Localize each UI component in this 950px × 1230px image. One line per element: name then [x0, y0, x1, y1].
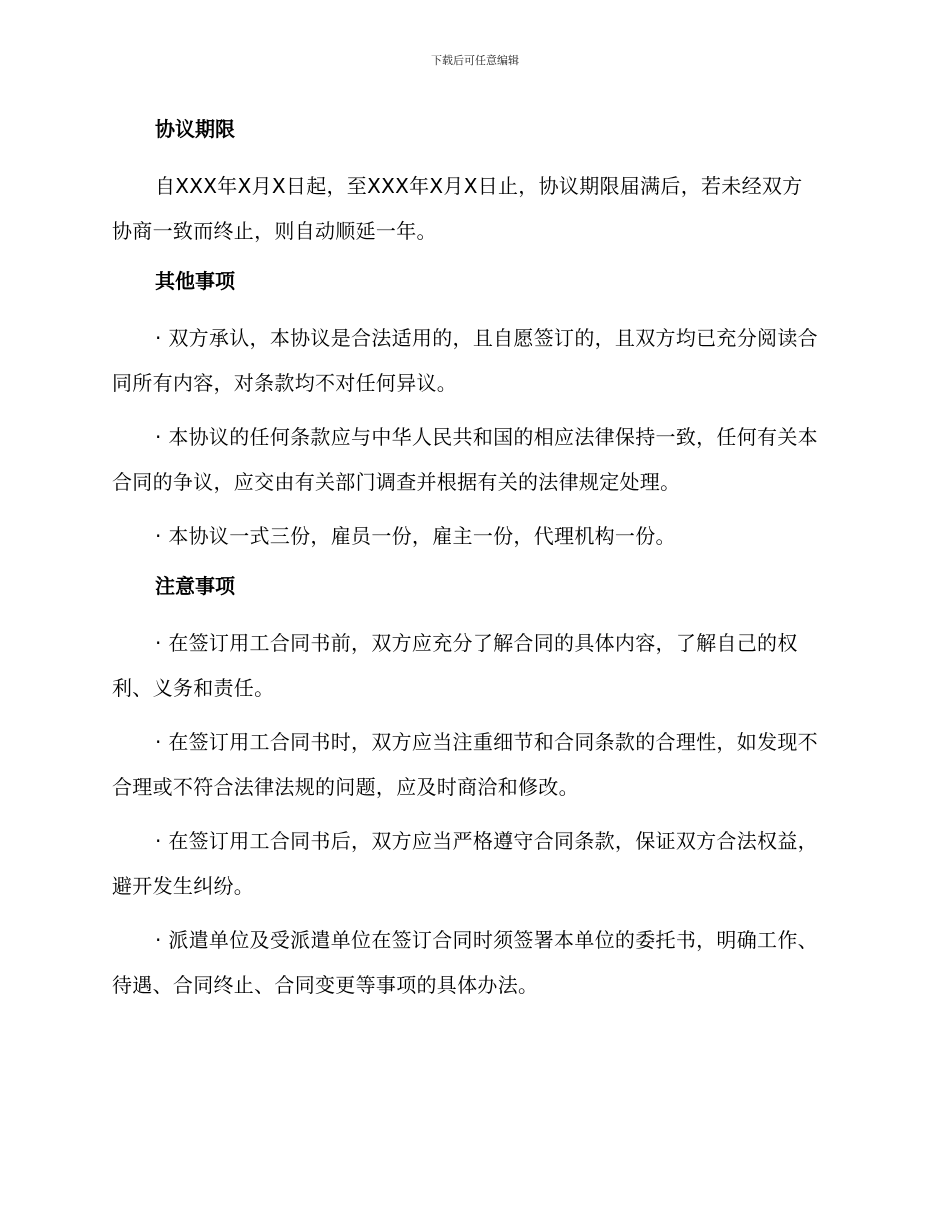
bullet-paragraph: · 本协议一式三份，雇员一份，雇主一份，代理机构一份。 — [155, 524, 676, 548]
bullet-paragraph: · 本协议的任何条款应与中华人民共和国的相应法律保持一致，任何有关本合同的争议，应交由有关部门调查并根据有关的法律规定处理。 — [112, 425, 818, 494]
bullet-paragraph: · 在签订用工合同书时，双方应当注重细节和合同条款的合理性，如发现不合理或不符合法律法规的问题，应及时商洽和修改。 — [112, 730, 818, 799]
section-agreement-term — [112, 111, 822, 254]
page-header: 下载后可任意编辑 — [431, 54, 519, 67]
section-heading: 其他事项 — [155, 269, 235, 293]
bullet-paragraph: · 在签订用工合同书后，双方应当严格遵守合同条款，保证双方合法权益，避开发生纠纷。 — [112, 829, 818, 898]
section-heading: 注意事项 — [155, 574, 235, 598]
section-notes — [112, 568, 822, 1008]
document-body — [112, 111, 822, 1017]
paragraph: 自XXX年X月X日起，至XXX年X月X日止，协议期限届满后，若未经双方协商一致而终止，则自动顺延一年。 — [112, 174, 803, 243]
section-heading: 协议期限 — [155, 117, 235, 141]
bullet-paragraph: · 在签订用工合同书前，双方应充分了解合同的具体内容，了解自己的权利、义务和责任。 — [112, 631, 798, 700]
bullet-paragraph: · 双方承认，本协议是合法适用的，且自愿签订的，且双方均已充分阅读合同所有内容，对条款均不对任何异议。 — [112, 326, 818, 395]
section-other-matters — [112, 263, 822, 559]
bullet-paragraph: · 派遣单位及受派遣单位在签订合同时须签署本单位的委托书，明确工作、待遇、合同终止、合同变更等事项的具体办法。 — [112, 928, 818, 997]
